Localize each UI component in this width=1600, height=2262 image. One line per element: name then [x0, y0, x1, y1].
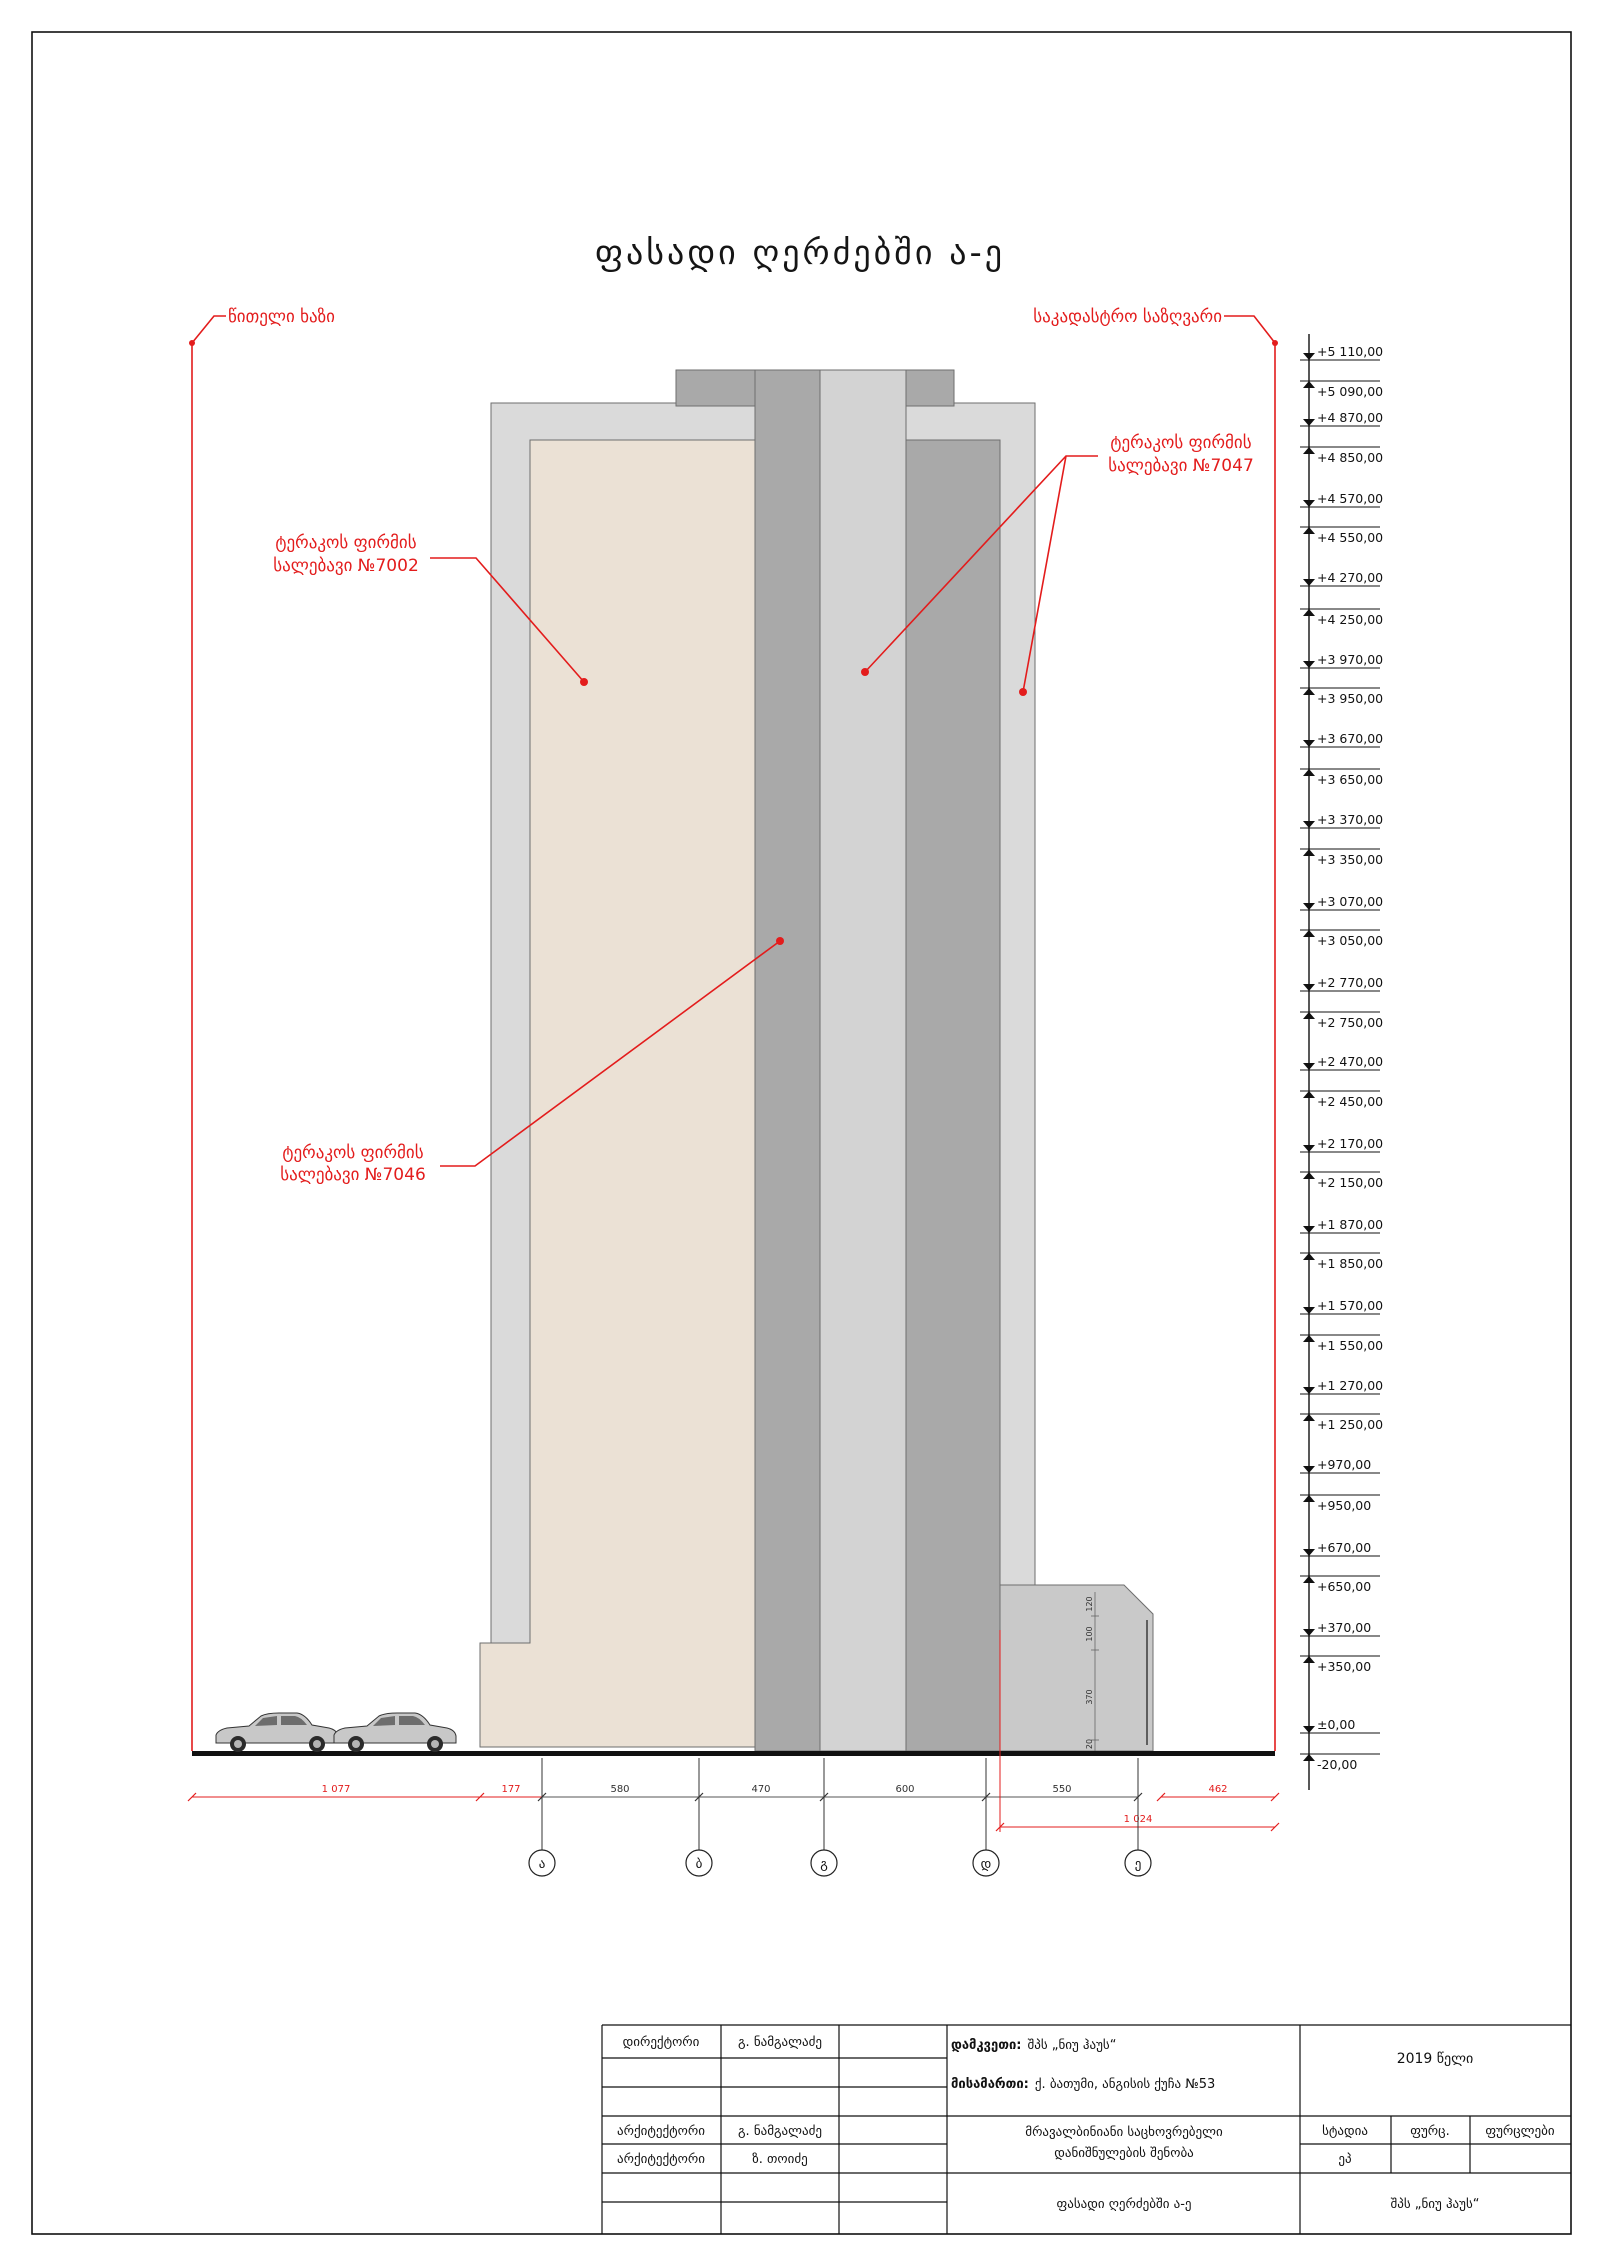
- client-value: შპს „ნიუ ჰაუს“: [1027, 2038, 1117, 2053]
- axis-label: ბ: [695, 1857, 703, 1872]
- elevation-label: +3 670,00: [1317, 731, 1384, 746]
- annotation-line: სალებავი №7002: [273, 556, 419, 576]
- elevation-label: +1 870,00: [1317, 1217, 1384, 1232]
- stage-header: სტადია: [1322, 2124, 1368, 2139]
- red-line-label: წითელი ხაზი: [228, 307, 335, 327]
- elevation-label: +370,00: [1317, 1620, 1372, 1635]
- elevation-label: +3 050,00: [1317, 933, 1384, 948]
- elevation-label: +5 090,00: [1317, 384, 1384, 399]
- drawing-title: ფასადი ღერძებში ა-ე: [594, 233, 1006, 273]
- sheet-header: ფურც.: [1410, 2124, 1450, 2139]
- elevation-label: +950,00: [1317, 1498, 1372, 1513]
- annex-height-label: 370: [1085, 1689, 1094, 1705]
- elevation-label: +1 850,00: [1317, 1256, 1384, 1271]
- elevation-label: +1 570,00: [1317, 1298, 1384, 1313]
- annotation-line: ტერაკოს ფირმის: [282, 1143, 424, 1163]
- director-name: გ. ნამგალაძე: [738, 2035, 822, 2050]
- annotation-dot: [861, 668, 869, 676]
- elevation-label: +1 550,00: [1317, 1338, 1384, 1353]
- dimension-label: 462: [1208, 1784, 1228, 1795]
- annotation-dot: [580, 678, 588, 686]
- dimension-label: 470: [751, 1784, 771, 1795]
- elevation-label: +3 650,00: [1317, 772, 1384, 787]
- dark-column-left: [755, 370, 820, 1751]
- elevation-label: +3 950,00: [1317, 691, 1384, 706]
- elevation-label: +1 270,00: [1317, 1378, 1384, 1393]
- car-hub: [431, 1740, 439, 1748]
- director-role: დირექტორი: [622, 2035, 700, 2050]
- elevation-label: +650,00: [1317, 1579, 1372, 1594]
- center-column: [820, 370, 906, 1751]
- dimension-label: 177: [501, 1784, 521, 1795]
- annex-block: [1000, 1585, 1153, 1751]
- client-label: დამკვეთი:: [951, 2038, 1022, 2053]
- elevation-label: +3 370,00: [1317, 812, 1384, 827]
- annotation-line: სალებავი №7046: [280, 1165, 426, 1185]
- elevation-label: +4 850,00: [1317, 450, 1384, 465]
- sheet-title: ფასადი ღერძებში ა-ე: [1056, 2197, 1192, 2212]
- annotation-line: ტერაკოს ფირმის: [1110, 433, 1252, 453]
- elevation-label: +4 570,00: [1317, 491, 1384, 506]
- architect-name: ზ. თოიძე: [752, 2152, 808, 2167]
- elevation-label: +3 070,00: [1317, 894, 1384, 909]
- dark-column-right: [906, 440, 1000, 1751]
- axis-label: გ: [820, 1857, 828, 1872]
- car-hub: [352, 1740, 360, 1748]
- elevation-label: +3 350,00: [1317, 852, 1384, 867]
- dimension-label: 550: [1052, 1784, 1072, 1795]
- annex-height-label: 100: [1085, 1626, 1094, 1642]
- elevation-label: +4 250,00: [1317, 612, 1384, 627]
- annex-width-label: 1 024: [1123, 1814, 1153, 1825]
- elevation-label: +2 150,00: [1317, 1175, 1384, 1190]
- elevation-label: +4 870,00: [1317, 410, 1384, 425]
- elevation-label: ±0,00: [1317, 1717, 1356, 1732]
- axis-label: ე: [1134, 1857, 1142, 1872]
- elevation-label: +2 770,00: [1317, 975, 1384, 990]
- architect-name: გ. ნამგალაძე: [738, 2124, 822, 2139]
- elevation-label: +4 550,00: [1317, 530, 1384, 545]
- elevation-label: +350,00: [1317, 1659, 1372, 1674]
- annotation-dot: [776, 937, 784, 945]
- elevation-label: +5 110,00: [1317, 344, 1384, 359]
- address-line: [951, 2077, 1215, 2092]
- dimension-label: 600: [895, 1784, 915, 1795]
- address-value: ქ. ბათუმი, ანგისის ქუჩა №53: [1034, 2077, 1216, 2092]
- address-label: მისამართი:: [951, 2077, 1029, 2092]
- elevation-label: +4 270,00: [1317, 570, 1384, 585]
- axis-label: ა: [538, 1857, 546, 1872]
- elevation-label: +2 750,00: [1317, 1015, 1384, 1030]
- elevation-label: +670,00: [1317, 1540, 1372, 1555]
- annex-height-label: 120: [1085, 1596, 1094, 1612]
- building-type-line: დანიშნულების შენობა: [1054, 2146, 1194, 2161]
- annotation-line: სალებავი №7047: [1108, 456, 1254, 476]
- project-year: 2019 წელი: [1396, 2051, 1474, 2067]
- elevation-label: +2 470,00: [1317, 1054, 1384, 1069]
- annotation-dot: [1019, 688, 1027, 696]
- dimension-label: 580: [610, 1784, 630, 1795]
- cadastral-boundary-label: საკადასტრო საზღვარი: [1033, 307, 1222, 327]
- architect-role: არქიტექტორი: [617, 2124, 705, 2139]
- stage-value: ეპ: [1338, 2152, 1352, 2167]
- car-hub: [313, 1740, 321, 1748]
- elevation-label: -20,00: [1317, 1757, 1358, 1772]
- car-hub: [234, 1740, 242, 1748]
- elevation-label: +2 170,00: [1317, 1136, 1384, 1151]
- elevation-label: +3 970,00: [1317, 652, 1384, 667]
- elevation-label: +1 250,00: [1317, 1417, 1384, 1432]
- sheets-header: ფურცლები: [1485, 2124, 1555, 2139]
- architect-role: არქიტექტორი: [617, 2152, 705, 2167]
- building-type-line: მრავალბინიანი საცხოვრებელი: [1025, 2125, 1223, 2140]
- company-name: შპს „ნიუ ჰაუს“: [1390, 2197, 1480, 2212]
- elevation-label: +2 450,00: [1317, 1094, 1384, 1109]
- annex-height-label: 20: [1085, 1738, 1094, 1750]
- elevation-label: +970,00: [1317, 1457, 1372, 1472]
- annotation-line: ტერაკოს ფირმის: [275, 533, 417, 553]
- dimension-label: 1 077: [321, 1784, 351, 1795]
- axis-label: დ: [980, 1857, 992, 1872]
- client-line: [951, 2038, 1116, 2053]
